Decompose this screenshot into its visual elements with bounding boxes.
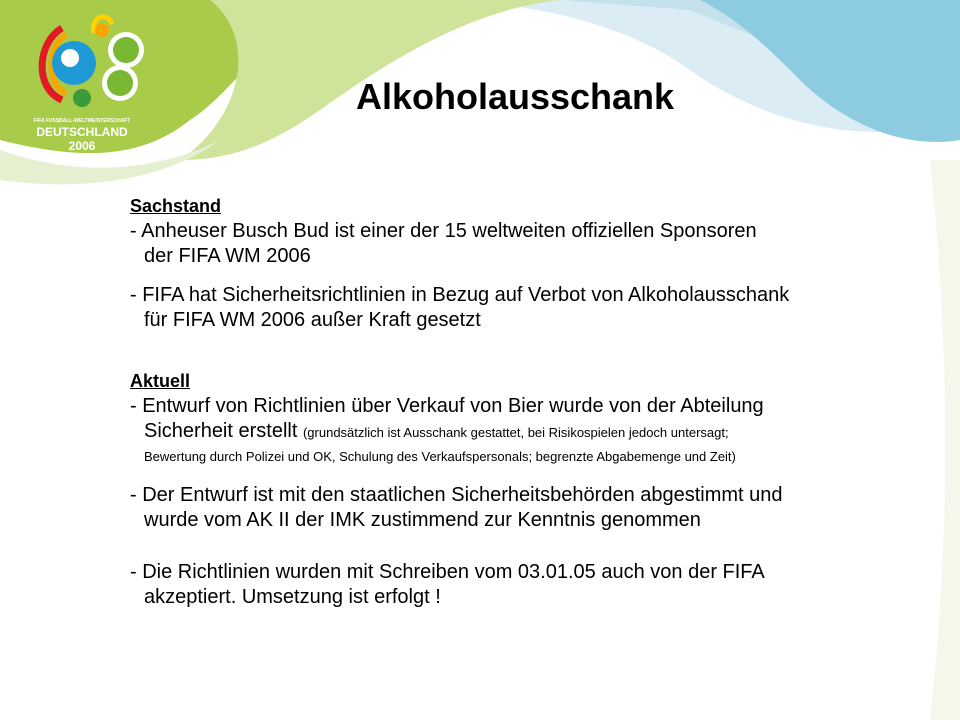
bullet-note: (grundsätzlich ist Ausschank gestattet, bei Risikospielen jedoch untersagt; (302, 425, 729, 440)
aktuell-bullet-2 (130, 483, 930, 533)
logo-line2: DEUTSCHLAND (36, 125, 128, 139)
bullet-line-cont: akzeptiert. Umsetzung ist erfolgt ! (144, 586, 441, 608)
slide-content (130, 195, 930, 610)
aktuell-bullet-3 (130, 560, 930, 610)
bullet-line: - Der Entwurf ist mit den staatlichen Sicherheitsbehörden abgestimmt und (130, 484, 783, 506)
bullet-line-cont (130, 419, 930, 445)
slide-title: Alkoholausschank (355, 76, 675, 117)
logo-line3: 2006 (68, 139, 96, 153)
bullet-line-text: Sicherheit erstellt (144, 420, 298, 442)
bullet-line: - FIFA hat Sicherheitsrichtlinien in Bezug auf Verbot von Alkoholausschank (130, 284, 790, 306)
bullet-line-cont: der FIFA WM 2006 (144, 245, 311, 267)
bullet-note-cont: Bewertung durch Polizei und OK, Schulung des Verkaufspersonals; begrenzte Abgabemenge und Zeit) (144, 449, 736, 464)
aktuell-bullet-1 (130, 394, 930, 469)
logo-line1: FIFA FUSSBALL-WELTMEISTERSCHAFT (33, 118, 131, 124)
section-heading-aktuell: Aktuell (130, 371, 191, 391)
sachstand-bullet-2 (130, 283, 930, 333)
bullet-line: - Entwurf von Richtlinien über Verkauf von Bier wurde von der Abteilung (130, 395, 764, 417)
sachstand-bullet-1 (130, 219, 930, 269)
bullet-line: - Die Richtlinien wurden mit Schreiben vom 03.01.05 auch von der FIFA (130, 561, 765, 583)
section-heading-sachstand: Sachstand (130, 196, 222, 216)
bullet-line: - Anheuser Busch Bud ist einer der 15 weltweiten offiziellen Sponsoren (130, 220, 757, 242)
bullet-line-cont: wurde vom AK II der IMK zustimmend zur Kenntnis genommen (144, 509, 701, 531)
bullet-line-cont: für FIFA WM 2006 außer Kraft gesetzt (144, 309, 481, 331)
